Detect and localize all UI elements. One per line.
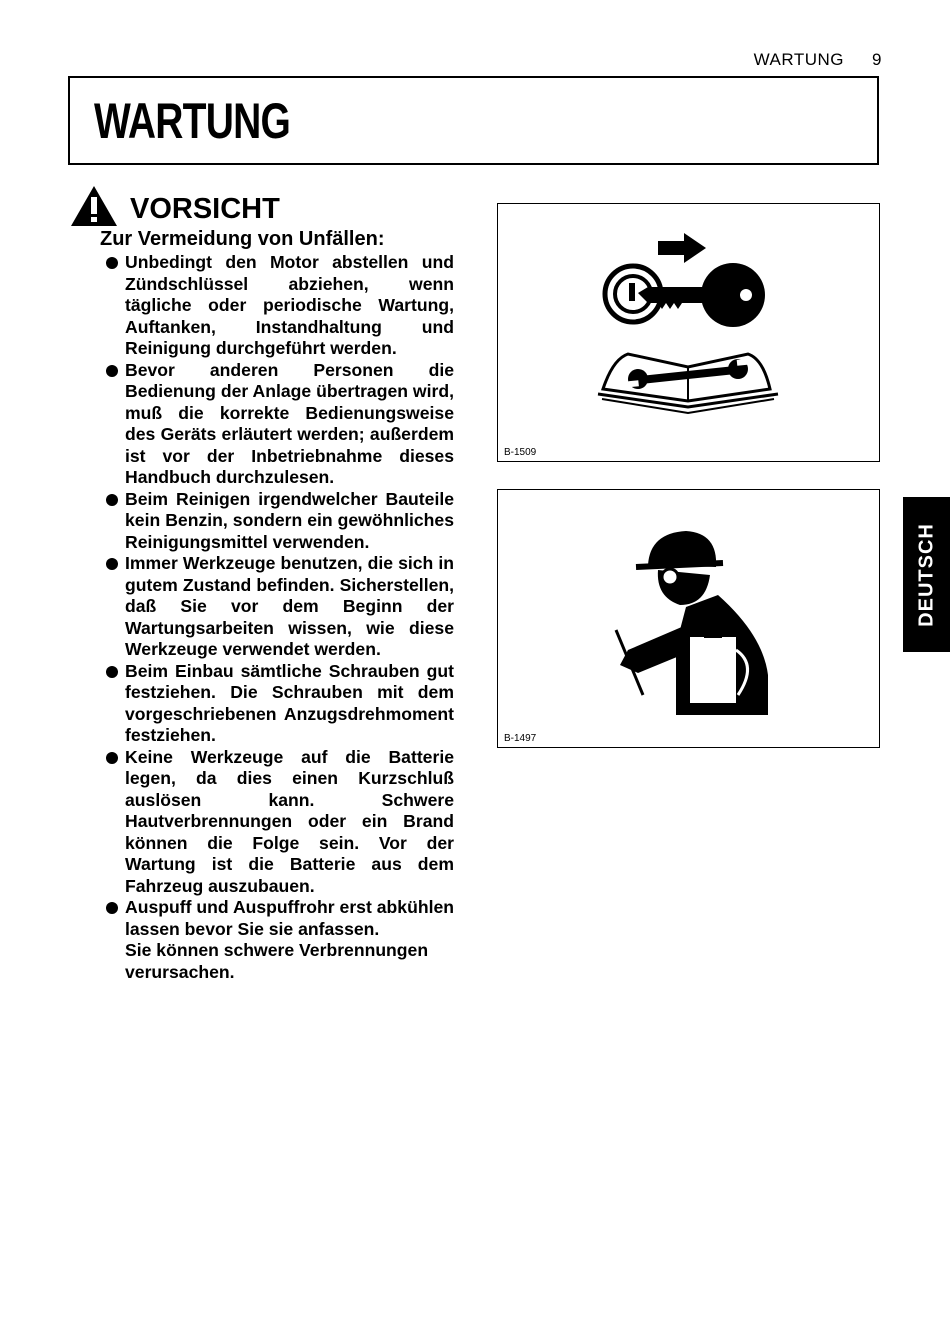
list-item: Unbedingt den Motor abstellen und Zündschlüssel abziehen, wenn tägliche oder periodische Wartung, Auftanken, Instandhaltung und Reinigung durchgeführt werden. — [70, 252, 454, 360]
bullet-icon — [106, 365, 118, 377]
list-item: Auspuff und Auspuffrohr erst abkühlen lassen bevor Sie sie anfassen. — [70, 897, 454, 940]
figure-code: B-1497 — [504, 733, 537, 744]
list-item: Bevor anderen Personen die Bedienung der Anlage übertragen wird, muß die korrekte Bedienungsweise des Geräts erläutert werden; außerdem ist vor der Inbetriebnahme dieses Handbuch durchzulesen. — [70, 360, 454, 489]
running-header — [754, 50, 882, 70]
bullet-icon — [106, 666, 118, 678]
bullet-icon — [106, 752, 118, 764]
bullet-icon — [106, 494, 118, 506]
page-number: 9 — [872, 50, 882, 69]
figure-key-manual — [497, 203, 880, 462]
caution-title: VORSICHT — [130, 192, 280, 225]
bullet-icon — [106, 902, 118, 914]
bullet-icon — [106, 558, 118, 570]
list-item: Keine Werkzeuge auf die Batterie legen, da dies einen Kurzschluß auslösen kann. Schwere Hautverbrennungen oder ein Brand können die Folge sein. Vor der Wartung ist die Batterie aus dem Fahrzeug auszubauen. — [70, 747, 454, 898]
list-item: Beim Reinigen irgendwelcher Bauteile kein Benzin, sondern ein gewöhnliches Reinigungsmittel verwenden. — [70, 489, 454, 554]
warning-triangle-icon — [70, 185, 118, 227]
caution-subtitle: Zur Vermeidung von Unfällen: — [100, 228, 385, 250]
caution-header — [70, 184, 454, 228]
title-box — [68, 76, 879, 165]
list-item: Immer Werkzeuge benutzen, die sich in gutem Zustand befinden. Sicherstellen, daß Sie vor dem Beginn der Wartungsarbeiten wissen, wie diese Werkzeuge verwendet werden. — [70, 553, 454, 661]
figure-worker-clipboard — [497, 489, 880, 748]
header-section: WARTUNG — [753, 50, 845, 69]
key-and-manual-icon — [588, 229, 788, 419]
side-tab-label: DEUTSCH — [915, 522, 937, 627]
list-item: Beim Einbau sämtliche Schrauben gut festziehen. Die Schrauben mit dem vorgeschriebenen Anzugsdrehmoment festziehen. — [70, 661, 454, 747]
caution-list — [70, 252, 454, 940]
worker-with-clipboard-icon — [598, 525, 778, 715]
caution-extra-note: Sie können schwere Verbrennungen verursachen. — [125, 940, 429, 982]
caution-block — [70, 184, 454, 983]
bullet-icon — [106, 257, 118, 269]
page-title: WARTUNG — [94, 93, 291, 149]
language-side-tab — [903, 497, 950, 652]
figure-code: B-1509 — [504, 447, 537, 458]
